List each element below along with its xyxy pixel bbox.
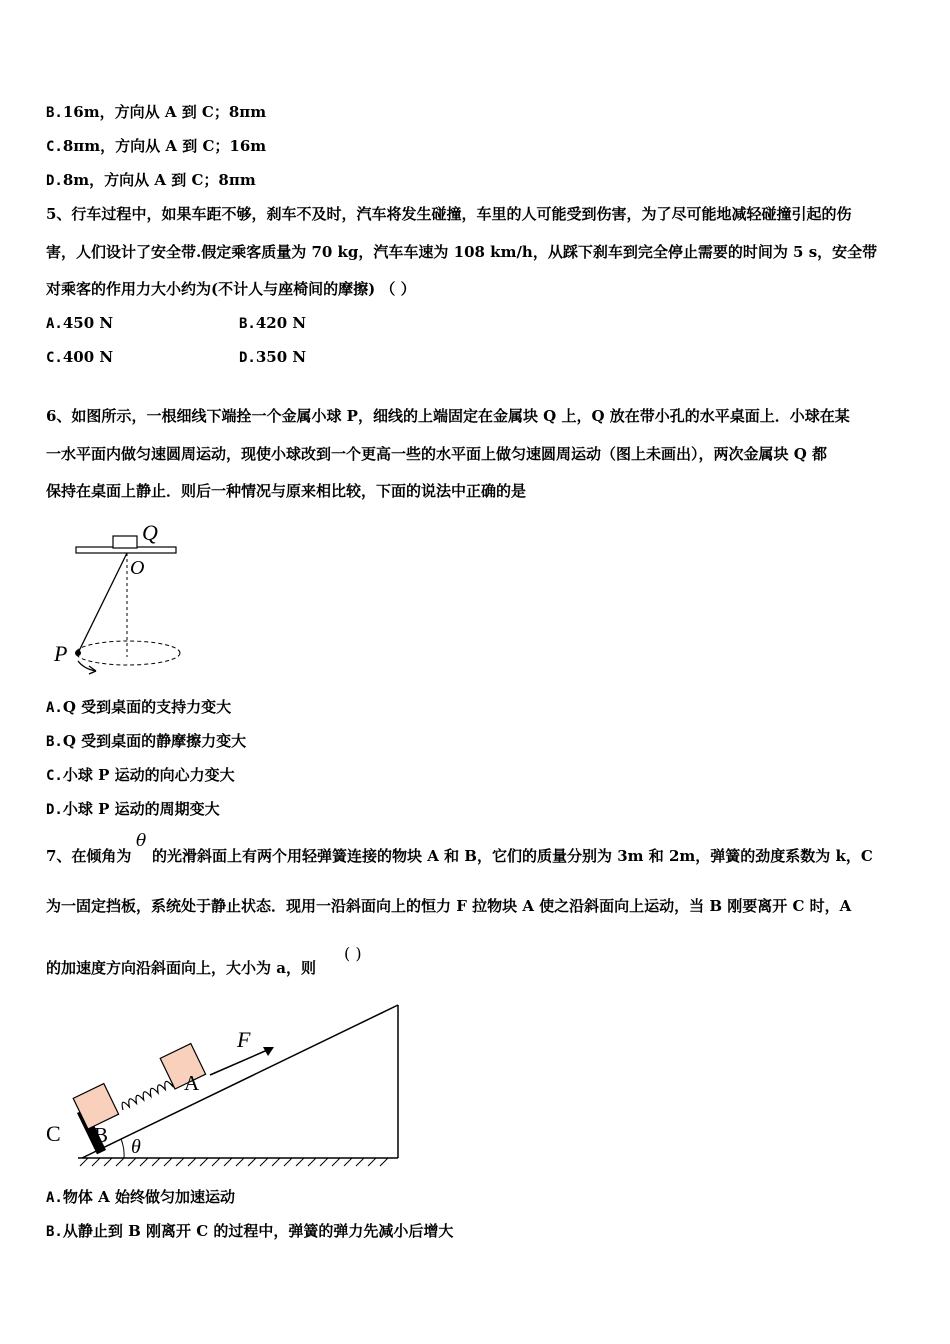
q5-text-line3: 对乘客的作用力大小约为(不计人与座椅间的摩擦) （ ） [46, 280, 416, 298]
ball-p [75, 650, 81, 656]
q7-text-line1a: 7、在倾角为 [46, 847, 132, 865]
q4-option-b: B.16m，方向从 A 到 C；8πm [46, 103, 267, 121]
q7-text-line2: 为一固定挡板，系统处于静止状态．现用一沿斜面向上的恒力 F 拉物块 A 使之沿斜面向上运动，当 B 刚要离开 C 时，A [46, 897, 852, 915]
q7-option-a: A.物体 A 始终做匀加速运动 [46, 1188, 235, 1206]
angle-arc [121, 1139, 124, 1158]
label-o: O [130, 557, 145, 579]
metal-block-q [113, 536, 137, 548]
q5-option-d: D.350 N [239, 348, 307, 366]
q7-incline-figure [44, 995, 406, 1170]
q6-pendulum-figure [50, 515, 200, 680]
label-c: C [46, 1121, 61, 1146]
label-p: P [54, 641, 68, 666]
q4-option-d: D.8m，方向从 A 到 C；8πm [46, 171, 256, 189]
ground-hatching [80, 1158, 388, 1166]
q5-text-line2: 害，人们设计了安全带.假定乘客质量为 70 kg，汽车车速为 108 km/h，从踩下刹车到完全停止需要的时间为 5 s，安全带 [46, 243, 878, 261]
pendulum-string [78, 553, 127, 653]
q5-text-line1: 5、行车过程中，如果车距不够，刹车不及时，汽车将发生碰撞，车里的人可能受到伤害，为了尽可能地减轻碰撞引起的伤 [46, 205, 852, 223]
label-q: Q [142, 520, 158, 545]
q6-option-b: B.Q 受到桌面的静摩擦力变大 [46, 732, 247, 750]
q7-text-line3: 的加速度方向沿斜面向上，大小为 a，则 [46, 959, 316, 977]
q6-option-c: C.小球 P 运动的向心力变大 [46, 766, 235, 784]
label-theta: θ [131, 1136, 141, 1158]
circular-path-dashed [76, 641, 180, 665]
q6-text-line1: 6、如图所示，一根细线下端拴一个金属小球 P，细线的上端固定在金属块 Q 上，Q 放在带小孔的水平桌面上．小球在某 [46, 407, 850, 425]
q5-option-c: C.400 N [46, 348, 114, 366]
q4-option-c: C.8πm，方向从 A 到 C；16m [46, 137, 267, 155]
q6-option-d: D.小球 P 运动的周期变大 [46, 800, 220, 818]
label-f: F [237, 1027, 251, 1052]
q7-answer-paren: ( ) [344, 944, 362, 963]
q7-text-line1b: 的光滑斜面上有两个用轻弹簧连接的物块 A 和 B，它们的质量分别为 3m 和 2m，弹簧的劲度系数为 k，C [152, 847, 873, 865]
q5-option-a: A.450 N [46, 314, 114, 332]
label-a: A [184, 1071, 200, 1095]
q7-option-b: B.从静止到 B 刚离开 C 的过程中，弹簧的弹力先减小后增大 [46, 1222, 454, 1240]
q6-text-line2: 一水平面内做匀速圆周运动，现使小球改到一个更高一些的水平面上做匀速圆周运动（图上未画出），两次金属块 Q 都 [46, 445, 828, 463]
label-b: B [94, 1123, 109, 1147]
q5-option-b: B.420 N [239, 314, 307, 332]
q6-option-a: A.Q 受到桌面的支持力变大 [46, 698, 232, 716]
q6-text-line3: 保持在桌面上静止．则后一种情况与原来相比较，下面的说法中正确的是 [46, 482, 527, 500]
q7-theta-symbol: θ [136, 831, 147, 851]
